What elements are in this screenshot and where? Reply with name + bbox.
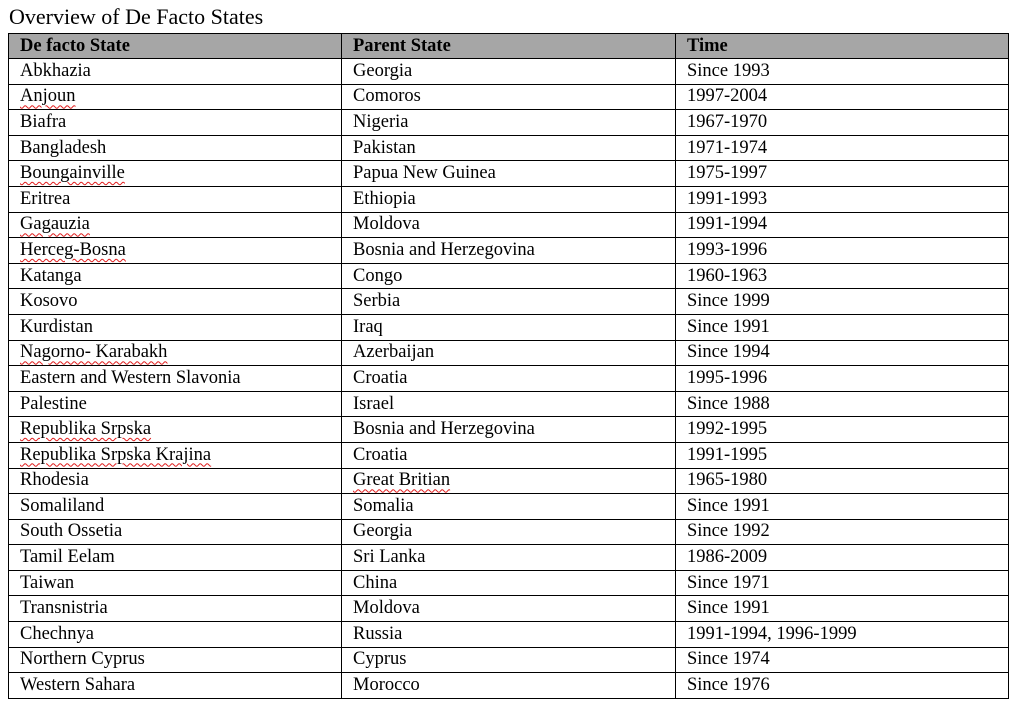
table-row [9,135,1009,161]
cell-de-facto-state-text: South Ossetia [20,521,123,542]
cell-parent-state-text: Bosnia and Herzegovina [353,239,535,260]
cell-time [676,314,1009,340]
cell-de-facto-state-text: Tamil Eelam [20,547,115,568]
table-row [9,263,1009,289]
table-row [9,570,1009,596]
cell-parent-state-text: Iraq [353,316,383,337]
cell-parent-state [342,545,676,571]
cell-time [676,110,1009,136]
cell-parent-state-text: Azerbaijan [353,342,435,363]
cell-time-text: 1960-1963 [687,265,768,286]
cell-de-facto-state-text: Rhodesia [20,470,89,491]
cell-time-text: 1995-1996 [687,367,768,388]
cell-parent-state-text: Sri Lanka [353,547,426,568]
cell-time-text: 1993-1996 [687,239,768,260]
cell-parent-state-text: Croatia [353,444,408,465]
cell-de-facto-state-text: Somaliland [20,495,105,516]
table-row [9,314,1009,340]
cell-parent-state [342,366,676,392]
table-row [9,647,1009,673]
cell-parent-state-text: China [353,572,398,593]
cell-time-text: 1992-1995 [687,419,768,440]
table-row [9,161,1009,187]
cell-de-facto-state [9,161,342,187]
column-header-time: Time [676,34,1009,59]
table-row [9,468,1009,494]
cell-time [676,647,1009,673]
cell-parent-state [342,135,676,161]
cell-time-text: 1986-2009 [687,547,768,568]
table-row [9,519,1009,545]
cell-de-facto-state [9,59,342,85]
table-row [9,391,1009,417]
cell-parent-state-text: Russia [353,623,403,644]
cell-de-facto-state-text: Western Sahara [20,675,136,696]
cell-parent-state [342,622,676,648]
cell-parent-state-text: Cyprus [353,649,407,670]
cell-time [676,289,1009,315]
cell-time [676,468,1009,494]
cell-de-facto-state-text: Nagorno- Karabakh [20,342,168,363]
cell-time-text: Since 1991 [687,316,770,337]
cell-de-facto-state-text: Boungainville [20,163,125,184]
column-header-de-facto-state: De facto State [9,34,342,59]
cell-time-text: Since 1999 [687,291,770,312]
table-row [9,622,1009,648]
cell-de-facto-state [9,519,342,545]
table-row [9,545,1009,571]
table-body [9,59,1009,699]
table-row [9,84,1009,110]
cell-de-facto-state [9,135,342,161]
cell-parent-state [342,289,676,315]
cell-time-text: Since 1988 [687,393,770,414]
cell-de-facto-state [9,289,342,315]
cell-time-text: Since 1994 [687,342,770,363]
cell-parent-state [342,570,676,596]
cell-time-text: Since 1974 [687,649,770,670]
cell-time [676,263,1009,289]
cell-parent-state [342,673,676,699]
cell-time [676,442,1009,468]
cell-parent-state [342,263,676,289]
cell-parent-state-text: Nigeria [353,111,409,132]
cell-parent-state-text: Great Britian [353,470,451,491]
table-row [9,289,1009,315]
table-row [9,596,1009,622]
cell-time [676,340,1009,366]
cell-parent-state-text: Pakistan [353,137,416,158]
cell-de-facto-state-text: Kurdistan [20,316,93,337]
cell-de-facto-state-text: Abkhazia [20,60,91,81]
cell-parent-state-text: Papua New Guinea [353,163,496,184]
cell-time [676,570,1009,596]
table-row [9,494,1009,520]
cell-time [676,622,1009,648]
cell-time [676,494,1009,520]
cell-parent-state [342,519,676,545]
cell-de-facto-state [9,366,342,392]
cell-parent-state-text: Morocco [353,675,420,696]
cell-de-facto-state [9,186,342,212]
table-row [9,340,1009,366]
cell-de-facto-state [9,314,342,340]
table-row [9,212,1009,238]
cell-de-facto-state [9,570,342,596]
cell-time-text: Since 1971 [687,572,770,593]
table-row [9,186,1009,212]
table-row [9,366,1009,392]
cell-de-facto-state-text: Katanga [20,265,82,286]
table-header-row [9,34,1009,59]
cell-parent-state [342,186,676,212]
cell-de-facto-state-text: Anjoun [20,86,76,107]
cell-parent-state [342,84,676,110]
cell-de-facto-state-text: Chechnya [20,623,94,644]
cell-parent-state-text: Georgia [353,521,413,542]
cell-de-facto-state-text: Gagauzia [20,214,90,235]
cell-de-facto-state [9,391,342,417]
cell-time [676,673,1009,699]
cell-parent-state-text: Moldova [353,598,420,619]
table-row [9,59,1009,85]
cell-time-text: 1991-1994, 1996-1999 [687,623,857,644]
cell-de-facto-state-text: Republika Srpska [20,419,152,440]
cell-time-text: Since 1992 [687,521,770,542]
cell-parent-state [342,212,676,238]
cell-time [676,135,1009,161]
cell-time-text: Since 1991 [687,495,770,516]
cell-de-facto-state-text: Bangladesh [20,137,107,158]
cell-parent-state [342,442,676,468]
cell-parent-state [342,647,676,673]
cell-parent-state [342,314,676,340]
cell-time [676,186,1009,212]
cell-parent-state [342,391,676,417]
cell-time [676,417,1009,443]
cell-de-facto-state [9,212,342,238]
table-row [9,110,1009,136]
cell-parent-state [342,468,676,494]
table-row [9,238,1009,264]
cell-de-facto-state-text: Herceg-Bosna [20,239,126,260]
cell-parent-state [342,340,676,366]
cell-time [676,84,1009,110]
cell-parent-state-text: Somalia [353,495,414,516]
cell-time [676,59,1009,85]
cell-de-facto-state-text: Republika Srpska Krajina [20,444,212,465]
cell-de-facto-state-text: Kosovo [20,291,78,312]
document-title: Overview of De Facto States [9,4,264,29]
cell-de-facto-state [9,340,342,366]
cell-time-text: 1967-1970 [687,111,768,132]
cell-parent-state-text: Moldova [353,214,420,235]
cell-de-facto-state [9,468,342,494]
cell-de-facto-state [9,494,342,520]
cell-time [676,238,1009,264]
cell-de-facto-state [9,442,342,468]
table-row [9,673,1009,699]
cell-de-facto-state [9,110,342,136]
cell-de-facto-state [9,84,342,110]
cell-de-facto-state-text: Palestine [20,393,87,414]
cell-parent-state [342,417,676,443]
cell-time [676,519,1009,545]
cell-parent-state-text: Serbia [353,291,401,312]
table-row [9,417,1009,443]
cell-time [676,212,1009,238]
cell-de-facto-state-text: Biafra [20,111,67,132]
cell-time-text: 1997-2004 [687,86,768,107]
cell-time [676,596,1009,622]
cell-parent-state [342,494,676,520]
cell-de-facto-state-text: Northern Cyprus [20,649,145,670]
cell-parent-state [342,59,676,85]
cell-parent-state [342,238,676,264]
cell-parent-state-text: Comoros [353,86,421,107]
cell-time-text: 1965-1980 [687,470,768,491]
cell-time [676,391,1009,417]
cell-time-text: Since 1991 [687,598,770,619]
cell-de-facto-state [9,263,342,289]
cell-time-text: 1971-1974 [687,137,768,158]
cell-de-facto-state [9,417,342,443]
cell-de-facto-state [9,622,342,648]
de-facto-states-table [8,33,1009,699]
cell-parent-state-text: Bosnia and Herzegovina [353,419,535,440]
cell-parent-state-text: Georgia [353,60,413,81]
cell-time-text: 1991-1995 [687,444,768,465]
table-row [9,442,1009,468]
cell-time [676,366,1009,392]
cell-de-facto-state [9,545,342,571]
cell-de-facto-state-text: Eritrea [20,188,71,209]
cell-parent-state [342,596,676,622]
cell-de-facto-state-text: Eastern and Western Slavonia [20,367,241,388]
cell-time [676,545,1009,571]
column-header-parent-state: Parent State [342,34,676,59]
cell-de-facto-state [9,647,342,673]
cell-parent-state [342,161,676,187]
cell-time [676,161,1009,187]
cell-de-facto-state [9,238,342,264]
cell-time-text: Since 1993 [687,60,770,81]
cell-de-facto-state [9,596,342,622]
cell-time-text: 1975-1997 [687,163,768,184]
cell-de-facto-state [9,673,342,699]
cell-parent-state-text: Ethiopia [353,188,416,209]
cell-parent-state [342,110,676,136]
cell-time-text: Since 1976 [687,675,770,696]
cell-time-text: 1991-1993 [687,188,768,209]
cell-parent-state-text: Croatia [353,367,408,388]
cell-time-text: 1991-1994 [687,214,768,235]
cell-de-facto-state-text: Transnistria [20,598,108,619]
cell-parent-state-text: Congo [353,265,403,286]
cell-de-facto-state-text: Taiwan [20,572,75,593]
cell-parent-state-text: Israel [353,393,395,414]
